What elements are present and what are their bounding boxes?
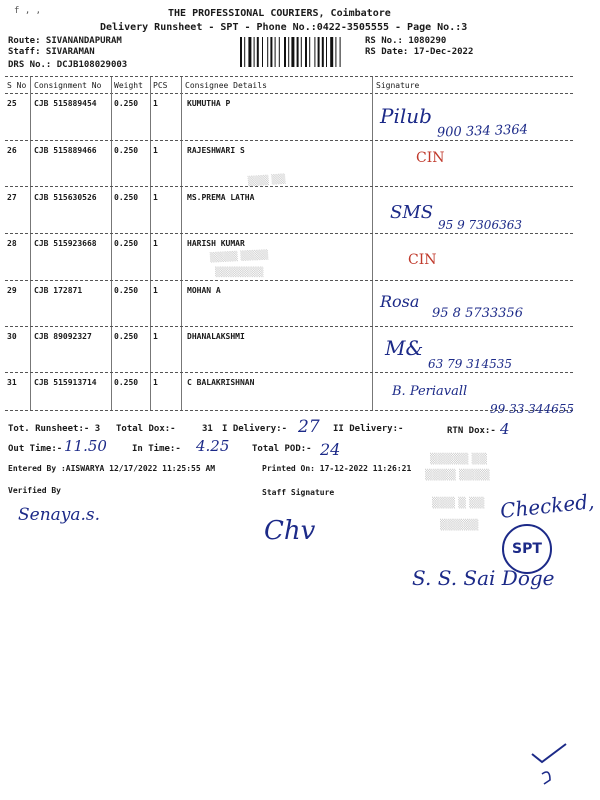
row-sno: 29 bbox=[7, 286, 17, 295]
row-consignee: KUMUTHA P bbox=[187, 99, 231, 108]
staff-signature: Chv bbox=[264, 516, 316, 546]
row-pcs: 1 bbox=[153, 146, 158, 155]
row-weight: 0.250 bbox=[114, 332, 139, 341]
staff-signature-label: Staff Signature bbox=[262, 488, 335, 497]
in-time-label: In Time:- bbox=[132, 444, 181, 454]
row-weight: 0.250 bbox=[114, 146, 139, 155]
barcode-bar bbox=[335, 37, 336, 67]
row-consignee: HARISH KUMAR bbox=[187, 239, 245, 248]
tick-mark-icon bbox=[528, 740, 578, 786]
phone-r25: 900 334 3364 bbox=[436, 122, 529, 141]
i-delivery-label: I Delivery:- bbox=[222, 424, 288, 434]
col-header-pcs: PCS bbox=[153, 81, 168, 90]
total-pod-label: Total POD:- bbox=[252, 444, 312, 454]
row-consignment: CJB 515923668 bbox=[34, 239, 97, 248]
row-sno: 30 bbox=[7, 332, 17, 341]
header-rule-top bbox=[5, 76, 573, 77]
barcode-bar bbox=[267, 37, 268, 67]
total-dox-label: Total Dox:- bbox=[116, 424, 176, 434]
row-separator bbox=[5, 140, 573, 141]
row-pcs: 1 bbox=[153, 332, 158, 341]
row-consignment: CJB 89092327 bbox=[34, 332, 92, 341]
row-consignee: MOHAN A bbox=[187, 286, 221, 295]
signature-r31: B. Periavall bbox=[392, 384, 468, 399]
col-header-sno: S No bbox=[7, 81, 27, 90]
barcode-bar bbox=[305, 37, 307, 67]
rs-number: RS No.: 1080290 bbox=[365, 36, 447, 46]
row-weight: 0.250 bbox=[114, 99, 139, 108]
row-pcs: 1 bbox=[153, 378, 158, 387]
row-weight: 0.250 bbox=[114, 239, 139, 248]
cin-mark-r26: CIN bbox=[416, 150, 445, 166]
row-separator bbox=[5, 186, 573, 187]
barcode-bar bbox=[309, 37, 310, 67]
col-header-consignment: Consignment No bbox=[34, 81, 102, 90]
row-separator bbox=[5, 372, 573, 373]
col-divider bbox=[30, 77, 31, 410]
staff-label: Staff: SIVARAMAN bbox=[8, 47, 95, 57]
barcode-bar bbox=[270, 37, 272, 67]
rs-date: RS Date: 17-Dec-2022 bbox=[365, 47, 474, 57]
row-consignment: CJB 515889466 bbox=[34, 146, 97, 155]
col-divider bbox=[372, 77, 373, 410]
in-time-handwritten: 4.25 bbox=[196, 437, 230, 455]
table-bottom-rule bbox=[5, 410, 573, 411]
barcode-bar bbox=[244, 37, 245, 67]
row-weight: 0.250 bbox=[114, 193, 139, 202]
row-pcs: 1 bbox=[153, 286, 158, 295]
row-consignee: DHANALAKSHMI bbox=[187, 332, 245, 341]
row-pcs: 1 bbox=[153, 99, 158, 108]
supervisor-signature: S. S. Sai Doge bbox=[412, 566, 555, 590]
row-consignee: RAJESHWARI S bbox=[187, 146, 245, 155]
col-divider bbox=[150, 77, 151, 410]
faded-stamp: ▒▒▒ ▒ ▒▒ bbox=[432, 498, 485, 509]
row-consignee: C BALAKRISHNAN bbox=[187, 378, 255, 387]
faded-stamp: ▒▒▒▒▒▒▒ bbox=[215, 268, 264, 278]
col-divider bbox=[181, 77, 182, 410]
row-weight: 0.250 bbox=[114, 286, 139, 295]
corner-mark: f , , bbox=[14, 6, 42, 16]
col-header-consignee: Consignee Details bbox=[185, 81, 267, 90]
col-divider bbox=[111, 77, 112, 410]
barcode-bar bbox=[301, 37, 302, 67]
row-consignment: CJB 515913714 bbox=[34, 378, 97, 387]
row-consignment: CJB 515630526 bbox=[34, 193, 97, 202]
barcode-bar bbox=[240, 37, 242, 67]
row-sno: 28 bbox=[7, 239, 17, 248]
company-name: THE PROFESSIONAL COURIERS, Coimbatore bbox=[168, 8, 391, 19]
out-time-handwritten: 11.50 bbox=[64, 437, 107, 455]
row-consignee: MS.PREMA LATHA bbox=[187, 193, 255, 202]
barcode-bar bbox=[318, 37, 320, 67]
rtn-dox-label: RTN Dox:- bbox=[447, 426, 496, 436]
barcode-bar bbox=[340, 37, 341, 67]
cin-mark-r28: CIN bbox=[408, 252, 437, 268]
out-time-label: Out Time:- bbox=[8, 444, 63, 454]
signature-r30: M& bbox=[385, 336, 424, 360]
faded-stamp: ▒▒▒▒ ▒▒▒▒ bbox=[209, 250, 269, 264]
row-sno: 25 bbox=[7, 99, 17, 108]
signature-r27: SMS bbox=[390, 202, 434, 223]
barcode-bar bbox=[288, 37, 289, 67]
barcode-bar bbox=[314, 37, 315, 67]
row-consignment: CJB 515889454 bbox=[34, 99, 97, 108]
verified-signature: Senaya.s. bbox=[18, 505, 101, 525]
barcode-bar bbox=[330, 37, 333, 67]
phone-r30: 63 79 314535 bbox=[428, 357, 512, 371]
faded-stamp: ▒▒▒ ▒▒ bbox=[247, 174, 286, 188]
phone-r27: 95 9 7306363 bbox=[438, 218, 522, 232]
col-header-weight: Weight bbox=[114, 81, 143, 90]
faded-stamp: ▒▒▒▒▒ ▒▒ bbox=[430, 454, 488, 465]
checked-note: Checked, bbox=[499, 489, 596, 523]
rtn-dox-handwritten: 4 bbox=[500, 420, 510, 438]
row-separator bbox=[5, 233, 573, 234]
verified-by-label: Verified By bbox=[8, 486, 61, 495]
faded-stamp: ▒▒▒▒▒ bbox=[440, 520, 479, 531]
barcode-bar bbox=[291, 37, 294, 67]
row-weight: 0.250 bbox=[114, 378, 139, 387]
barcode-bar bbox=[297, 37, 299, 67]
total-dox-value: 31 bbox=[202, 424, 213, 434]
barcode-bar bbox=[284, 37, 286, 67]
barcode-bar bbox=[326, 37, 327, 67]
signature-r25: Pilub bbox=[380, 104, 432, 128]
tot-runsheet: Tot. Runsheet:- 3 bbox=[8, 424, 101, 434]
row-sno: 31 bbox=[7, 378, 17, 387]
spt-stamp-text: SPT bbox=[512, 541, 542, 557]
i-delivery-handwritten: 27 bbox=[298, 417, 320, 437]
barcode-bar bbox=[262, 37, 263, 67]
row-pcs: 1 bbox=[153, 239, 158, 248]
phone-r29: 95 8 5733356 bbox=[432, 306, 523, 321]
printed-on: Printed On: 17-12-2022 11:26:21 bbox=[262, 464, 412, 473]
row-sno: 27 bbox=[7, 193, 17, 202]
barcode-bar bbox=[257, 37, 259, 67]
drs-number: DRS No.: DCJB108029003 bbox=[8, 60, 128, 70]
faded-stamp: ▒▒▒▒ ▒▒▒▒ bbox=[425, 470, 490, 481]
row-separator bbox=[5, 326, 573, 327]
barcode-bar bbox=[248, 37, 251, 67]
barcode-bar bbox=[322, 37, 324, 67]
row-consignment: CJB 172871 bbox=[34, 286, 83, 295]
col-header-signature: Signature bbox=[376, 81, 420, 90]
header-rule-bottom bbox=[5, 93, 573, 94]
row-pcs: 1 bbox=[153, 193, 158, 202]
barcode-bar bbox=[254, 37, 255, 67]
row-separator bbox=[5, 280, 573, 281]
ii-delivery-label: II Delivery:- bbox=[333, 424, 404, 434]
phone-r31: 99 33 344655 bbox=[490, 402, 574, 416]
barcode-icon bbox=[240, 37, 352, 67]
row-sno: 26 bbox=[7, 146, 17, 155]
signature-r29: Rosa bbox=[380, 292, 420, 311]
barcode-bar bbox=[279, 37, 280, 67]
barcode-bar bbox=[275, 37, 276, 67]
total-pod-handwritten: 24 bbox=[320, 440, 341, 459]
route-label: Route: SIVANANDAPURAM bbox=[8, 36, 122, 46]
entered-by: Entered By :AISWARYA 12/17/2022 11:25:55 AM bbox=[8, 464, 216, 473]
runsheet-title: Delivery Runsheet - SPT - Phone No.:0422-3505555 - Page No.:3 bbox=[100, 22, 468, 33]
